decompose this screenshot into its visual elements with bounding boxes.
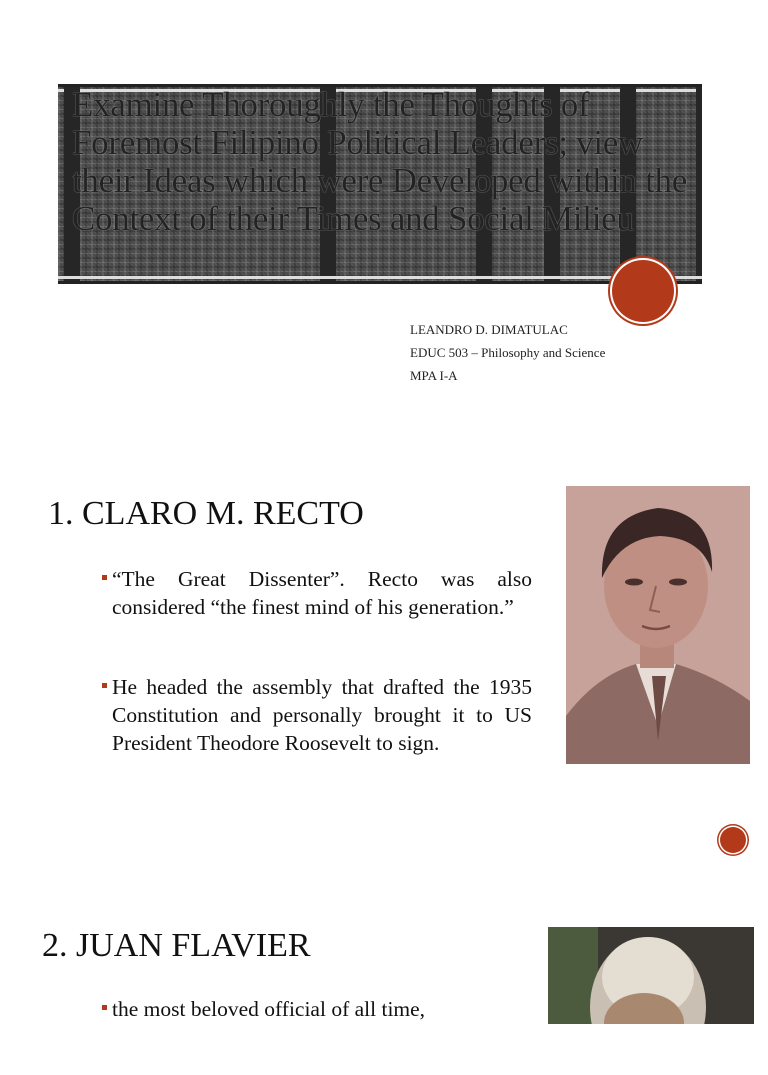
bullet-marker bbox=[102, 575, 107, 580]
accent-circle bbox=[612, 260, 674, 322]
portrait-illustration bbox=[548, 927, 754, 1024]
program-name: MPA I-A bbox=[410, 368, 458, 383]
bullet-marker bbox=[102, 683, 107, 688]
bullet-list bbox=[102, 565, 532, 809]
banner-rule bbox=[58, 276, 702, 279]
list-item bbox=[102, 673, 532, 757]
list-item bbox=[102, 565, 532, 621]
slide-heading: 1. CLARO M. RECTO bbox=[48, 495, 364, 532]
subtitle-block bbox=[410, 318, 605, 387]
flavier-slide bbox=[0, 895, 768, 1024]
list-item bbox=[102, 995, 532, 1023]
portrait-photo bbox=[566, 486, 750, 764]
author-name: LEANDRO D. DIMATULAC bbox=[410, 322, 568, 337]
bullet-text: “The Great Dissenter”. Recto was also considered “the finest mind of his generation.” bbox=[112, 567, 532, 619]
bullet-text: He headed the assembly that drafted the 1935 Constitution and personally brought it to US President Theodore Roosevelt to sign. bbox=[112, 675, 532, 755]
portrait-illustration bbox=[566, 486, 750, 764]
slide-heading: 2. JUAN FLAVIER bbox=[42, 927, 311, 964]
bullet-list bbox=[102, 995, 532, 1075]
slide-title: Examine Thoroughly the Thoughts of Foremost Filipino Political Leaders; view their Ideas which were Developed within the Context of their Times and Social Milieu bbox=[72, 85, 687, 238]
bullet-marker bbox=[102, 1005, 107, 1010]
title-slide bbox=[0, 0, 768, 425]
portrait-photo bbox=[548, 927, 754, 1024]
course-name: EDUC 503 – Philosophy and Science bbox=[410, 345, 606, 360]
accent-circle bbox=[720, 827, 746, 853]
recto-slide bbox=[0, 425, 768, 895]
bullet-text: the most beloved official of all time, bbox=[112, 997, 426, 1021]
